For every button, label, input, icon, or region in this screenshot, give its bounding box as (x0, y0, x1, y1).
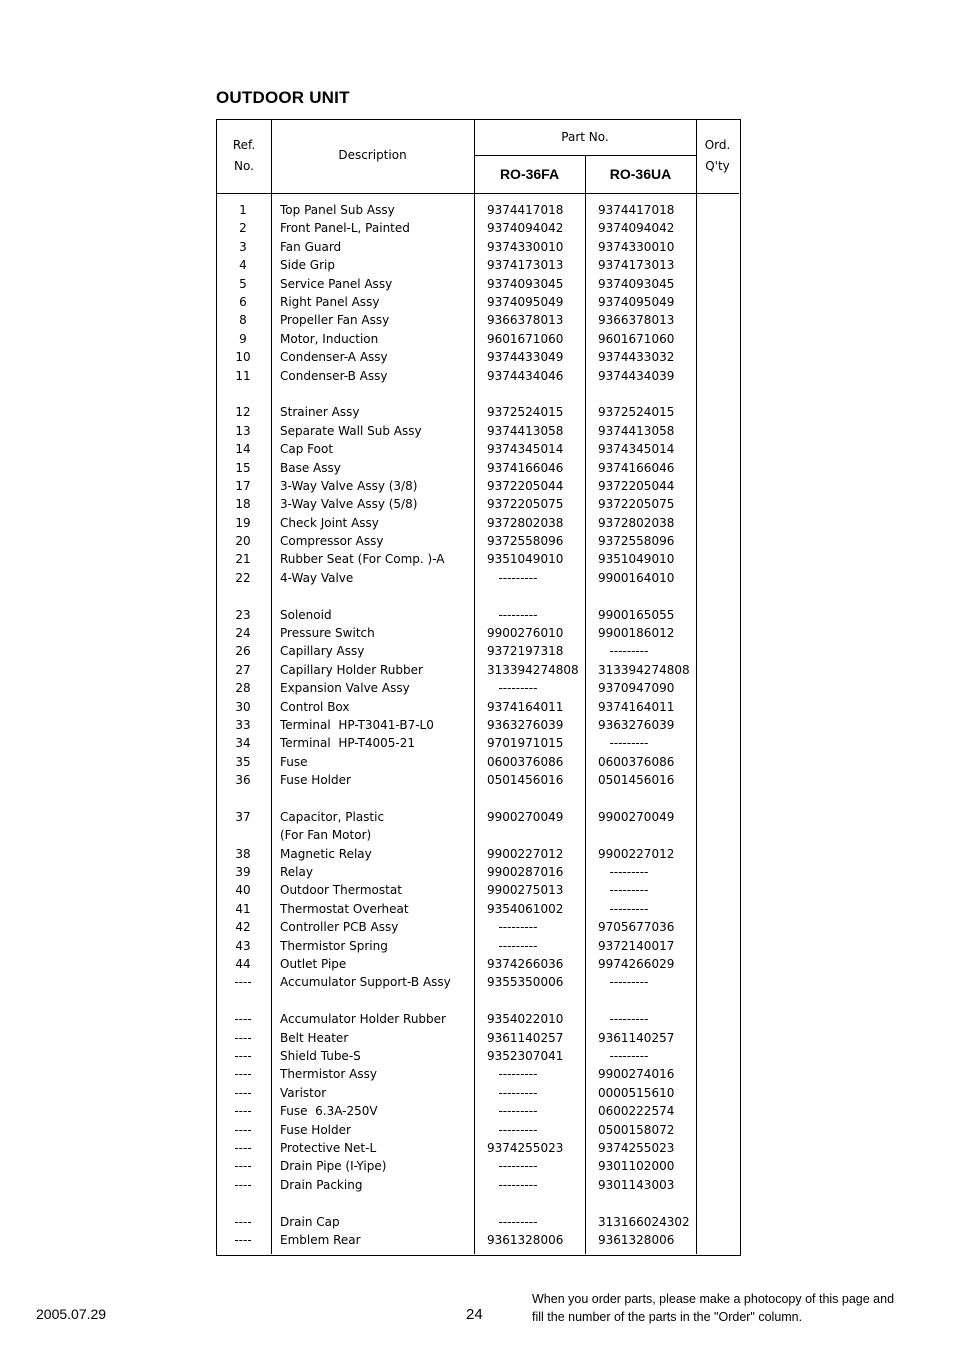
ref-no: 12 (235, 405, 251, 420)
table-row (216, 734, 741, 752)
part-no-ro-36fa: --------- (487, 938, 538, 953)
table-row (216, 1010, 741, 1028)
description: 3-Way Valve Assy (5/8) (280, 497, 418, 512)
description: Separate Wall Sub Assy (280, 423, 422, 438)
description: Belt Heater (280, 1030, 349, 1045)
table-row (216, 937, 741, 955)
description: Fan Guard (280, 239, 342, 254)
table-row (216, 569, 741, 587)
part-no-ro-36fa: --------- (487, 1214, 538, 1229)
table-row (216, 330, 741, 348)
ref-no: 6 (239, 294, 247, 309)
header-ord-line2: Q'ty (705, 159, 730, 173)
part-no-ro-36fa: --------- (487, 1177, 538, 1192)
table-row (216, 440, 741, 458)
ref-no: 3 (239, 239, 247, 254)
description: Pressure Switch (280, 626, 375, 640)
part-no-ro-36fa: 9355350006 (487, 975, 564, 990)
table-row (216, 514, 741, 532)
ref-no: ---- (234, 1104, 252, 1119)
part-no-ro-36ua: 9374166046 (598, 460, 675, 475)
part-no-ro-36ua: 9900274016 (598, 1067, 675, 1082)
table-row (216, 311, 741, 329)
part-no-ro-36fa: 0600376086 (487, 754, 564, 769)
footer-date: 2005.07.29 (36, 1306, 107, 1322)
part-no-ro-36fa: 9900270049 (487, 809, 564, 824)
ref-no: 17 (235, 478, 251, 493)
table-row (216, 845, 741, 863)
ref-no: 9 (239, 331, 247, 346)
ref-no: 19 (235, 515, 251, 530)
part-no-ro-36fa: 9374095049 (487, 294, 564, 309)
part-no-ro-36fa: --------- (487, 1159, 538, 1174)
description: Fuse 6.3A-250V (280, 1104, 378, 1119)
description: Protective Net-L (280, 1140, 377, 1155)
ref-no: 35 (235, 754, 251, 769)
part-no-ro-36fa: 9701971015 (487, 736, 564, 751)
ref-no: ---- (234, 1159, 252, 1174)
header-model-ro-36ua: RO-36UA (609, 166, 672, 182)
ref-no: 36 (235, 773, 251, 788)
header-order-qty (696, 135, 739, 177)
description: Capacitor, Plastic (280, 809, 385, 824)
part-no-ro-36ua: 9351049010 (598, 552, 675, 567)
ref-no: 20 (235, 534, 251, 548)
description: Drain Packing (280, 1177, 363, 1192)
table-row (216, 275, 741, 293)
part-no-ro-36fa: --------- (487, 1085, 538, 1100)
description: Relay (280, 865, 313, 879)
table-row (216, 477, 741, 495)
description: Condenser-A Assy (280, 350, 388, 365)
part-no-ro-36fa: --------- (487, 681, 538, 696)
part-no-ro-36ua: 9372802038 (598, 515, 675, 530)
description: 3-Way Valve Assy (3/8) (280, 478, 418, 493)
table-row (216, 495, 741, 513)
description: Drain Cap (280, 1214, 340, 1229)
part-no-ro-36fa: 9601671060 (487, 331, 564, 346)
ref-no: 21 (235, 552, 251, 567)
description: Top Panel Sub Assy (280, 203, 395, 217)
ref-no: 18 (235, 497, 251, 512)
description: Strainer Assy (280, 405, 360, 420)
table-row (216, 293, 741, 311)
part-no-ro-36ua: 9374255023 (598, 1140, 675, 1155)
table-row (216, 1121, 741, 1139)
part-no-ro-36ua: 9900186012 (598, 626, 675, 640)
part-no-ro-36ua: --------- (598, 1048, 649, 1063)
part-no-ro-36ua: 9374433032 (598, 350, 675, 365)
part-no-ro-36ua: --------- (598, 883, 649, 898)
part-no-ro-36ua: 9372205044 (598, 478, 675, 493)
part-no-ro-36ua: 9374173013 (598, 258, 675, 273)
ref-no: 30 (235, 699, 251, 714)
description: Service Panel Assy (280, 276, 393, 291)
header-part-no: Part No. (561, 130, 609, 144)
part-no-ro-36fa: 0501456016 (487, 773, 564, 788)
ref-no: 10 (235, 350, 251, 365)
part-no-ro-36fa: 9374164011 (487, 699, 564, 714)
ref-no: 40 (235, 883, 251, 898)
header-model-ro-36fa: RO-36FA (499, 166, 560, 182)
part-no-ro-36ua: 9301143003 (598, 1177, 675, 1192)
part-no-ro-36fa: --------- (487, 1122, 538, 1137)
part-no-ro-36ua: 0600376086 (598, 754, 675, 769)
ref-no: ---- (234, 1140, 252, 1155)
part-no-ro-36fa: --------- (487, 607, 538, 622)
part-no-ro-36fa: --------- (487, 570, 538, 585)
part-no-ro-36fa: 9374330010 (487, 239, 564, 254)
part-no-ro-36fa: 9374434046 (487, 368, 564, 383)
table-row (216, 1157, 741, 1175)
part-no-ro-36ua: 9601671060 (598, 331, 675, 346)
ref-no: 34 (235, 736, 251, 751)
order-instruction-line1: When you order parts, please make a photocopy of this page and (532, 1292, 895, 1306)
table-row (216, 422, 741, 440)
part-no-ro-36fa: 9351049010 (487, 552, 564, 567)
part-no-ro-36fa: 9900275013 (487, 883, 564, 898)
part-no-ro-36ua: --------- (598, 736, 649, 751)
table-row (216, 201, 741, 219)
ref-no: ---- (234, 1122, 252, 1137)
table-row (216, 256, 741, 274)
part-no-ro-36ua: 9301102000 (598, 1159, 675, 1174)
header-ref-line1: Ref. (232, 138, 256, 152)
description: Solenoid (280, 607, 332, 622)
ref-no: 28 (235, 681, 251, 696)
ref-no: ---- (234, 1030, 252, 1045)
ref-no: 39 (235, 865, 251, 879)
description: Capillary Assy (280, 644, 365, 659)
part-no-ro-36ua: 9366378013 (598, 313, 675, 328)
part-no-ro-36ua: 9361140257 (598, 1030, 675, 1045)
part-no-ro-36fa: 9372197318 (487, 644, 564, 659)
part-no-ro-36ua: 9374413058 (598, 423, 675, 438)
description: Capillary Holder Rubber (280, 662, 423, 677)
order-instruction-line2: fill the number of the parts in the "Order" column. (532, 1310, 803, 1324)
ref-no: 41 (235, 901, 251, 916)
table-row (216, 1029, 741, 1047)
ref-no: 26 (235, 644, 251, 659)
description: Outlet Pipe (280, 957, 347, 971)
part-no-ro-36fa: 9374173013 (487, 258, 564, 273)
part-no-ro-36fa: 313394274808 (487, 662, 579, 677)
page-title: OUTDOOR UNIT (216, 88, 350, 107)
table-row (216, 1102, 741, 1120)
description: Compressor Assy (280, 534, 384, 548)
header-description: Description (338, 148, 407, 162)
ref-no: ---- (234, 1085, 252, 1100)
table-row (216, 973, 741, 991)
header-divider (217, 193, 739, 194)
part-no-ro-36ua: 9374417018 (598, 203, 675, 217)
part-no-ro-36fa: 9374417018 (487, 203, 564, 217)
ref-no: 43 (235, 938, 251, 953)
description: Base Assy (280, 460, 341, 475)
ref-no: 38 (235, 846, 251, 861)
table-row (216, 1047, 741, 1065)
part-no-ro-36ua: --------- (598, 975, 649, 990)
table-row (216, 716, 741, 734)
part-no-ro-36ua: 0000515610 (598, 1085, 675, 1100)
table-row (216, 918, 741, 936)
part-no-ro-36ua: 9974266029 (598, 957, 675, 971)
header-ref (217, 135, 271, 177)
description: Cap Foot (280, 442, 334, 457)
part-no-ro-36ua: 9370947090 (598, 681, 675, 696)
description: Accumulator Support-B Assy (280, 975, 451, 990)
table-row (216, 679, 741, 697)
description: Propeller Fan Assy (280, 313, 390, 328)
part-no-ro-36fa: --------- (487, 1067, 538, 1082)
part-no-ro-36fa: 9374413058 (487, 423, 564, 438)
part-no-ro-36fa: 9374433049 (487, 350, 564, 365)
ref-no: ---- (234, 1232, 252, 1247)
table-row (216, 955, 741, 973)
description: Terminal HP-T3041-B7-L0 (280, 717, 434, 732)
part-no-ro-36ua: 9900165055 (598, 607, 675, 622)
table-row (216, 808, 741, 826)
part-no-ro-36fa: 9372558096 (487, 534, 564, 548)
description: Thermistor Assy (280, 1067, 377, 1082)
description: Terminal HP-T4005-21 (280, 736, 416, 751)
part-no-ro-36fa: 9374255023 (487, 1140, 564, 1155)
order-instruction (532, 1290, 912, 1326)
part-no-ro-36ua: 9372524015 (598, 405, 675, 420)
part-no-ro-36ua: 9372205075 (598, 497, 675, 512)
part-no-ro-36ua: 0500158072 (598, 1122, 675, 1137)
ref-no: 1 (239, 203, 247, 217)
table-row (216, 642, 741, 660)
description: Accumulator Holder Rubber (280, 1012, 446, 1027)
ref-no: ---- (234, 975, 252, 990)
description: Thermistor Spring (280, 938, 388, 953)
ref-no: 24 (235, 626, 251, 640)
header-ref-line2: No. (234, 159, 254, 173)
part-no-ro-36ua: 9374434039 (598, 368, 675, 383)
part-no-ro-36fa: 9372524015 (487, 405, 564, 420)
ref-no: 2 (239, 221, 247, 236)
description: Emblem Rear (280, 1232, 361, 1247)
description: (For Fan Motor) (280, 828, 372, 843)
table-row (216, 1213, 741, 1231)
description: 4-Way Valve (280, 570, 354, 585)
part-no-ro-36fa: 9374266036 (487, 957, 564, 971)
table-row (216, 900, 741, 918)
table-row (216, 606, 741, 624)
part-no-ro-36fa: 9354022010 (487, 1012, 564, 1027)
description: Front Panel-L, Painted (280, 221, 410, 236)
table-row (216, 219, 741, 237)
table-row (216, 624, 741, 642)
description: Controller PCB Assy (280, 920, 399, 935)
description: Varistor (280, 1085, 327, 1100)
part-no-ro-36fa: 9361328006 (487, 1232, 564, 1247)
ref-no: 11 (235, 368, 251, 383)
part-no-ro-36ua: 9361328006 (598, 1232, 675, 1247)
table-row (216, 532, 741, 550)
table-row (216, 1084, 741, 1102)
table-row (216, 1139, 741, 1157)
table-row (216, 826, 741, 844)
description: Fuse Holder (280, 1122, 351, 1137)
ref-no: 8 (239, 313, 247, 328)
ref-no: 37 (235, 809, 251, 824)
table-row (216, 403, 741, 421)
ref-no: 33 (235, 717, 251, 732)
part-no-ro-36ua: 9900227012 (598, 846, 675, 861)
part-no-ro-36fa: 9352307041 (487, 1048, 564, 1063)
description: Rubber Seat (For Comp. )-A (280, 552, 445, 567)
part-no-ro-36ua: 9374094042 (598, 221, 675, 236)
part-no-ro-36ua: 9705677036 (598, 920, 675, 935)
part-no-ro-36ua: 9374345014 (598, 442, 675, 457)
part-no-ro-36fa: 9363276039 (487, 717, 564, 732)
part-no-ro-36ua: --------- (598, 644, 649, 659)
ref-no: 27 (235, 662, 251, 677)
part-no-ro-36ua: 9374330010 (598, 239, 675, 254)
part-no-ro-36fa: 9900287016 (487, 865, 564, 879)
part-no-ro-36fa: 9361140257 (487, 1030, 564, 1045)
part-no-ro-36fa: 9900227012 (487, 846, 564, 861)
description: Control Box (280, 699, 350, 714)
part-no-ro-36fa: 9374094042 (487, 221, 564, 236)
part-no-ro-36ua: 9372558096 (598, 534, 675, 548)
description: Shield Tube-S (280, 1048, 361, 1063)
page-number: 24 (466, 1306, 483, 1323)
part-no-ro-36ua: --------- (598, 901, 649, 916)
part-no-ro-36ua: 9374164011 (598, 699, 675, 714)
description: Condenser-B Assy (280, 368, 388, 383)
table-row (216, 348, 741, 366)
part-no-ro-36fa: 9900276010 (487, 626, 564, 640)
part-no-ro-36ua: 9900270049 (598, 809, 675, 824)
description: Side Grip (280, 258, 335, 273)
part-no-ro-36fa: --------- (487, 920, 538, 935)
table-row (216, 1176, 741, 1194)
description: Magnetic Relay (280, 846, 372, 861)
ref-no: 14 (235, 442, 251, 457)
part-no-ro-36fa: 9374166046 (487, 460, 564, 475)
ref-no: 22 (235, 570, 251, 585)
ref-no: 4 (239, 258, 247, 273)
part-no-ro-36ua: 313394274808 (598, 662, 690, 677)
part-no-ro-36fa: 9372205075 (487, 497, 564, 512)
description: Check Joint Assy (280, 515, 379, 530)
part-no-ro-36ua: 9363276039 (598, 717, 675, 732)
table-row (216, 238, 741, 256)
description: Fuse (280, 754, 308, 769)
ref-no: ---- (234, 1048, 252, 1063)
table-row (216, 1231, 741, 1249)
ref-no: 42 (235, 920, 251, 935)
table-row (216, 881, 741, 899)
description: Expansion Valve Assy (280, 681, 410, 696)
part-no-ro-36ua: 9374095049 (598, 294, 675, 309)
ref-no: 5 (239, 276, 247, 291)
table-row (216, 367, 741, 385)
part-no-ro-36fa: 9354061002 (487, 901, 564, 916)
description: Motor, Induction (280, 331, 379, 346)
part-no-ro-36ua: 0501456016 (598, 773, 675, 788)
ref-no: ---- (234, 1067, 252, 1082)
part-no-ro-36fa: 9374093045 (487, 276, 564, 291)
table-row (216, 753, 741, 771)
part-no-ro-36fa: 9372802038 (487, 515, 564, 530)
ref-no: 15 (235, 460, 251, 475)
table-row (216, 661, 741, 679)
description: Fuse Holder (280, 773, 351, 788)
ref-no: 13 (235, 423, 251, 438)
ref-no: ---- (234, 1012, 252, 1027)
header-ord-line1: Ord. (704, 138, 731, 152)
part-no-ro-36ua: 9900164010 (598, 570, 675, 585)
table-row (216, 863, 741, 881)
description: Outdoor Thermostat (280, 883, 402, 898)
table-row (216, 771, 741, 789)
table-row (216, 550, 741, 568)
part-no-ro-36fa: 9374345014 (487, 442, 564, 457)
ref-no: 23 (235, 607, 251, 622)
part-no-ro-36ua: 9372140017 (598, 938, 675, 953)
part-no-ro-36ua: 313166024302 (598, 1214, 690, 1229)
part-no-ro-36ua: --------- (598, 1012, 649, 1027)
description: Thermostat Overheat (280, 901, 409, 916)
description: Right Panel Assy (280, 294, 380, 309)
description: Drain Pipe (I-Yipe) (280, 1159, 387, 1174)
ref-no: ---- (234, 1214, 252, 1229)
part-no-ro-36ua: --------- (598, 865, 649, 879)
part-no-ro-36ua: 0600222574 (598, 1104, 675, 1119)
ref-no: ---- (234, 1177, 252, 1192)
ref-no: 44 (235, 957, 251, 971)
part-no-ro-36fa: 9366378013 (487, 313, 564, 328)
table-row (216, 698, 741, 716)
table-row (216, 1065, 741, 1083)
part-no-ro-36fa: 9372205044 (487, 478, 564, 493)
table-row (216, 459, 741, 477)
part-no-ro-36fa: --------- (487, 1104, 538, 1119)
part-no-ro-36ua: 9374093045 (598, 276, 675, 291)
